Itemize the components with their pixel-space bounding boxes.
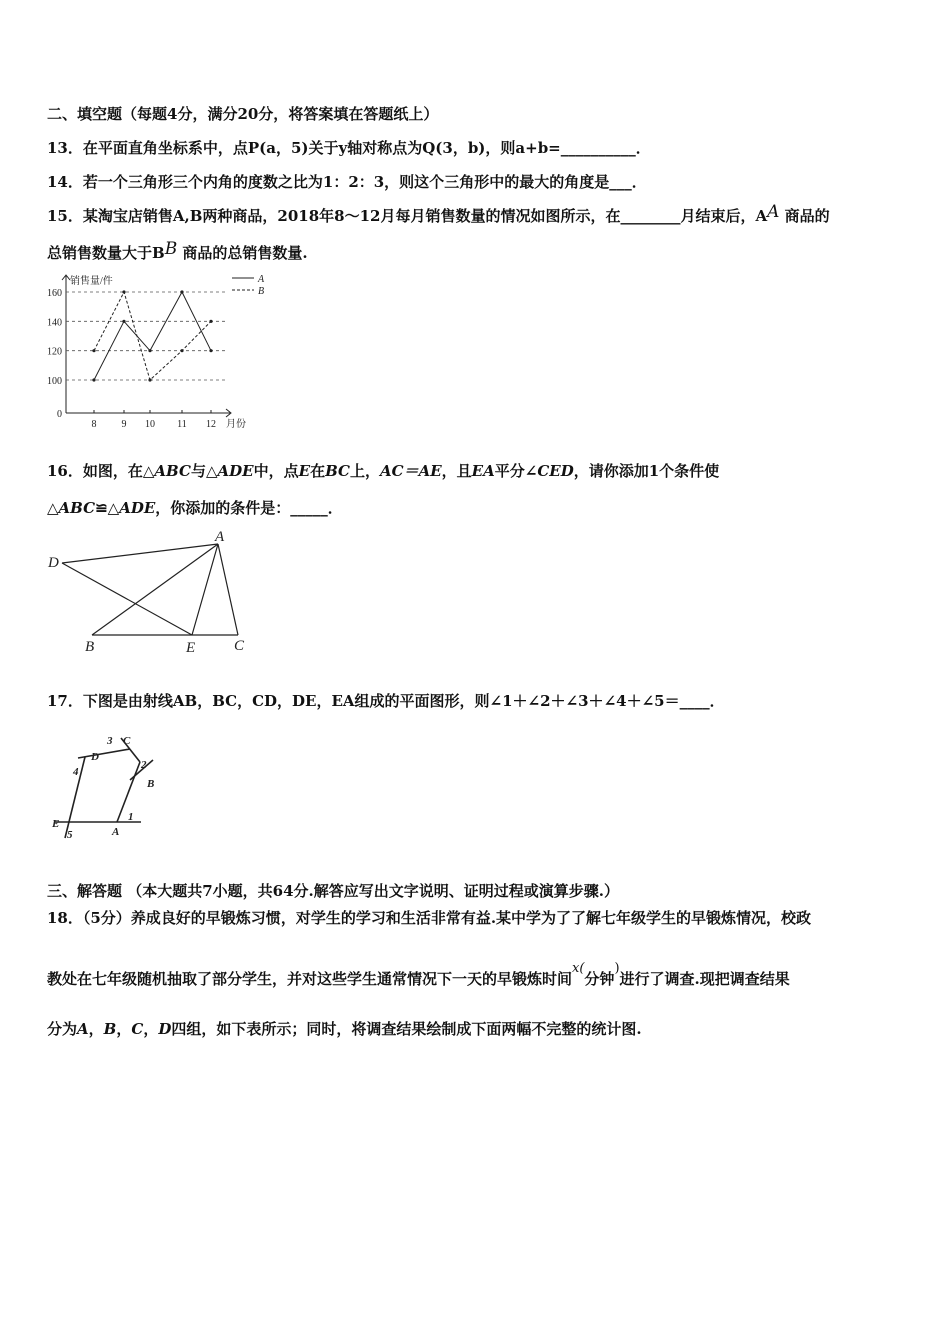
q16-l2-ade: ADE bbox=[119, 499, 156, 517]
question-16-line1 bbox=[47, 460, 719, 481]
segment-ca bbox=[218, 544, 238, 635]
y-tick-label: 160 bbox=[47, 288, 62, 299]
segment-ea bbox=[192, 544, 218, 635]
sales-line-chart bbox=[40, 268, 280, 433]
label-c: C bbox=[123, 735, 131, 747]
angle-5-label: 5 bbox=[67, 829, 73, 841]
legend-label-B: B bbox=[258, 286, 265, 297]
x-tick-label: 11 bbox=[177, 419, 187, 430]
q15-line2-tail: 商品的总销售数量. bbox=[177, 244, 308, 262]
data-point-A bbox=[209, 349, 212, 352]
q16-t7: 平分∠ bbox=[494, 462, 538, 480]
q16-t1: 16．如图，在△ bbox=[47, 462, 155, 480]
q16-eq: AC＝AE bbox=[380, 462, 442, 480]
data-point-A bbox=[92, 378, 95, 381]
section-2-heading: 二、填空题（每题4分，满分20分，将答案填在答题纸上） bbox=[47, 105, 439, 123]
q18-group-c: C bbox=[131, 1020, 144, 1038]
question-16-line2 bbox=[47, 497, 343, 518]
q16-t5: 上， bbox=[349, 462, 380, 480]
series-line-B bbox=[94, 292, 211, 380]
data-point-B bbox=[122, 290, 125, 293]
question-14: 14．若一个三角形三个内角的度数之比为1：2：3，则这个三角形中的最大的角度是___． bbox=[47, 173, 647, 191]
data-point-B bbox=[148, 378, 151, 381]
label-b: B bbox=[147, 778, 155, 790]
q16-t2: 与△ bbox=[190, 462, 218, 480]
pentagon-figure-q17 bbox=[45, 730, 170, 845]
question-13: 13．在平面直角坐标系中，点P(a，5)关于y轴对称点为Q(3，b)，则a+b=__________． bbox=[47, 139, 651, 157]
label-a: A bbox=[215, 529, 225, 545]
q15-line2-pre: 总销售数量大于B bbox=[47, 244, 165, 262]
question-17: 17．下图是由射线AB，BC，CD，DE，EA组成的平面图形，则∠1＋∠2＋∠3＋∠4＋∠5＝____． bbox=[47, 692, 725, 710]
data-point-B bbox=[180, 349, 183, 352]
data-point-A bbox=[180, 290, 183, 293]
label-b: B bbox=[85, 639, 95, 655]
q16-ea: EA bbox=[471, 462, 495, 480]
section-3-heading: 三、解答题 （本大题共7小题，共64分.解答应写出文字说明、证明过程或演算步骤.） bbox=[47, 882, 619, 900]
angle-2-label: 2 bbox=[141, 759, 147, 771]
angle-4-label: 4 bbox=[73, 766, 79, 778]
angle-3-label: 3 bbox=[107, 735, 113, 747]
q15-a-symbol: A bbox=[767, 202, 780, 222]
segment-da bbox=[62, 544, 218, 563]
q18-comma1: ， bbox=[88, 1020, 104, 1038]
q18-x-var: x( bbox=[572, 961, 585, 976]
q16-t4: 在 bbox=[310, 462, 326, 480]
q16-ced: CED bbox=[537, 462, 574, 480]
legend-label-A: A bbox=[258, 274, 265, 285]
q16-abc: ABC bbox=[154, 462, 191, 480]
q16-bc: BC bbox=[325, 462, 350, 480]
ray-de bbox=[78, 749, 130, 758]
label-e: E bbox=[186, 640, 196, 656]
question-18-line2 bbox=[47, 961, 790, 989]
q18-unit: 分钟 bbox=[584, 970, 615, 988]
x-axis-title: 月份 bbox=[226, 419, 246, 430]
x-tick-label: 12 bbox=[206, 419, 216, 430]
y-axis-title: 销售量/件 bbox=[70, 276, 113, 287]
q16-ade: ADE bbox=[217, 462, 254, 480]
y-tick-label: 140 bbox=[47, 317, 62, 329]
x-tick-label: 8 bbox=[91, 419, 97, 430]
angle-1-label: 1 bbox=[128, 811, 134, 823]
label-a: A bbox=[112, 826, 120, 838]
q18-group-b: B bbox=[103, 1020, 117, 1038]
q18-comma3: ， bbox=[143, 1020, 159, 1038]
label-c: C bbox=[234, 638, 245, 654]
label-d: D bbox=[91, 751, 99, 763]
question-18-line3 bbox=[47, 1018, 642, 1039]
data-point-A bbox=[148, 349, 151, 352]
q18-l3-tail: 四组，如下表所示；同时，将调查结果绘制成下面两幅不完整的统计图. bbox=[171, 1020, 642, 1038]
q16-t8: ，请你添加1个条件使 bbox=[573, 462, 720, 480]
q16-l2-t1: △ bbox=[47, 499, 59, 517]
y-tick-label: 120 bbox=[47, 346, 62, 358]
label-e: E bbox=[52, 818, 60, 830]
data-point-B bbox=[92, 349, 95, 352]
q16-l2-abc: ABC bbox=[58, 499, 96, 517]
q18-l2-tail: 进行了调查.现把调查结果 bbox=[619, 970, 790, 988]
q18-l2-pre: 教处在七年级随机抽取了部分学生，并对这些学生通常情况下一天的早锻炼时间 bbox=[47, 970, 573, 988]
y-tick-label: 0 bbox=[57, 409, 62, 420]
x-tick-label: 9 bbox=[121, 419, 127, 430]
q16-e: E bbox=[298, 462, 311, 480]
x-tick-label: 10 bbox=[145, 419, 155, 430]
data-point-B bbox=[209, 320, 212, 323]
q15-b-symbol: B bbox=[164, 239, 178, 259]
q16-l2-tail: ，你添加的条件是：_____． bbox=[155, 499, 343, 517]
q15-text: 15．某淘宝店销售A,B两种商品，2018年8～12月每月销售数量的情况如图所示，在________月结束后，A bbox=[47, 207, 768, 225]
q18-paren: ) bbox=[614, 961, 620, 976]
question-15-line2 bbox=[47, 239, 308, 263]
series-line-A bbox=[94, 292, 211, 380]
label-d: D bbox=[48, 555, 59, 571]
q16-t6: ，且 bbox=[441, 462, 472, 480]
q18-l3-pre: 分为 bbox=[47, 1020, 78, 1038]
triangle-figure-q16 bbox=[40, 528, 260, 658]
segment-de bbox=[62, 563, 192, 635]
question-18-line1: 18．（5分）养成良好的早锻炼习惯，对学生的学习和生活非常有益.某中学为了了解七年级学生的早锻炼情况，校政 bbox=[47, 909, 812, 927]
q16-t3: 中，点 bbox=[253, 462, 299, 480]
q18-group-d: D bbox=[158, 1020, 172, 1038]
q18-group-a: A bbox=[77, 1020, 89, 1038]
q15-tail: 商品的 bbox=[779, 207, 830, 225]
y-tick-label: 100 bbox=[47, 376, 62, 387]
q16-l2-cong: ≌△ bbox=[95, 499, 120, 517]
q18-comma2: ， bbox=[116, 1020, 132, 1038]
question-15-line1 bbox=[47, 202, 830, 226]
data-point-A bbox=[122, 320, 125, 323]
